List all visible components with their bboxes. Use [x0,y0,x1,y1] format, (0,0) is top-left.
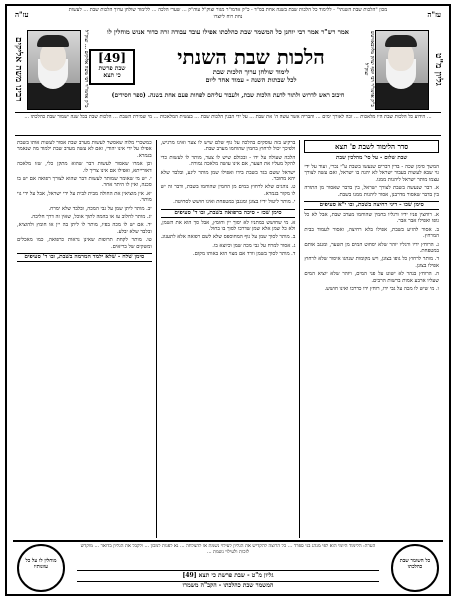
footer-note: הערה: הלימוד היומי הוא לפי מנהג בני ספרד ... כל הרוצה להקדיש את הגליון לעילוי נשמת או להצלחה ... נא לפנות למכון ... ולקבל את הגליון בדואר ... מוקדש לזכות ולעילוי נשמת ... [80,544,376,555]
paragraph: ו. מי שיש לו מכה על גבי ידו, רוחץ ידו כדרכו ואינו חושש. [324,286,439,293]
rabbi-portrait-right [375,30,429,110]
masthead [135,46,367,84]
column-subheading: שבת שלום - על סי' מהלכין שבת [335,155,408,161]
ezra-left: עז"ה [15,10,29,19]
seal-right: כל השומר שבת כהלכתו [391,544,439,592]
paragraph: ברקיע בזה עוסקים בהלכה על גוף שלם שיש לו צער ואינו מרגיש, ולפיכך יכול לרחוץ בחמין שהוחמו מערב שבת. [160,140,296,153]
paragraph: ד. מותר לסוך בשמן וורד אם מצוי הוא באותו מקום. [192,251,296,258]
paragraph: הלכה שעולה על ידו - ובכולם שיש לו צער, מותר לו לעשות כדי להקל מעליו את הצער, אם אינו עושה מלאכה גמורה. [160,154,296,168]
content-columns [13,140,443,538]
paragraph: י. יש מי שאומר שמותר לעשות דבר שהוא לצורך רפואה אם יש בו סכנה, ואין לו היתר אחר. [16,176,152,189]
paragraph: ג. אסור למרח על גבי מכה שמן וכיוצא בו. [212,242,296,249]
tagline: חיבוב ראש לדרוש ולתור לדעת הלכות שבת, ולעבור עליהם לפחות פעם אחת בשנה. (ספר חסידים) [111,92,345,99]
page-title: הלכות שבת השנתי [177,45,325,69]
paragraph: יא. אין מוציאין את החולה מבית לבית על ידי ישראל, אבל על ידי גוי מותר. [16,190,152,204]
paragraph: א. דבר שנעשה בשבת לצורך ישראל, בין בדבר שאסור מן התורה בין בדבר שאסור מדרבנן, אסור ליהנות ממנו בשבת. [304,185,439,198]
issue-parasha-label: שבת פרשת [98,65,126,72]
left-vertical-title: רבינו משה אליקים [13,36,23,102]
column-left [13,140,156,538]
paragraph: טו. מותר לקחת תרופות שאינן נראות כרפואה, כמו מאכלים ומשקים של בריאים. [16,237,152,250]
paragraph: יג. מותר לחלוב עז או בהמה לתוך אוכל, שאין זה דרך חליבה. [30,214,152,221]
ezra-right: עז"ה [427,10,441,19]
footer [13,540,443,596]
issue-parasha: כי תצא [103,72,121,79]
right-vertical-caption: כ"ק אדמו"ר רבי יוסף יצחק מליובאוויטש זצוק"ל [363,31,375,107]
paragraph: ב. מותר לסוך שמן על גוף המחוספס שלא לשם רפואה אלא לתענוג. [160,234,296,241]
footer-bottom-line: המשמר שבת כהלכתו - הקב"ה משמרו [182,582,274,589]
paragraph: ב. אסור להזיע בשבת, אפילו בלא רחיצה, ואסור לעמוד בבית המרחץ. [304,226,439,240]
paragraph: א. מי שחושש במתניו לא יסוך יין וחומץ, אבל סך הוא את השמן, ולא כל שמן אלא שמן שדרכו לסוך בו בחול. [160,219,296,233]
paragraph: יב. מותר ליתן שמן על גבי המכה, ובלבד שלא ימרח. [48,205,152,212]
column-middle [156,140,300,538]
page-subtitle: לימוד שולחן ערוך הלכות שבת [212,68,290,76]
paragraph: כמשכרי מלוה שאסשר לעשות מערב שבת אסור לעשות אותו בשבת אפילו על ידי אינו יהודי, ואם לא עשה מערב שבת ילמוד מה שנאמר בגמרא. [16,140,152,159]
intro-banner: ... הידוע כל הלכות שבת היו מלאכות ... זכה לאורך ימים ... והבריה אשר עשה ה' את שבת ... על ידי הבנין הלכות שבת ... בעשית המלאכות ... מי שמירת השבת ... הלכות שבת בכל שנה ישמור שבת כהלכתו ... [15,112,441,136]
section-heading: סימן שכז - סיכה ברפואה בשבת, ובו ד' סעיפים [161,209,296,218]
paragraph: ט. נוהגים שלא לרחוץ במים מן החמין שהוחמו בשבת, ודבר זה יש לו מקור בגמרא. [160,184,296,197]
seal-left: מוחלין לו על כל עוונותיו [17,544,65,592]
column-heading: סדר הלימוד לשבת פ' תצא [304,140,439,153]
page-subtitle-2: לכל שבתות השנה - עמוד אחד ליום [205,76,297,84]
rabbi-portrait-left [27,30,81,110]
issue-box [89,49,135,85]
paragraph: י. מותר ליטול ידיו בצונן ומנגבן במטפחת ואינו חושש לסחיטה. [173,199,296,206]
footer-issue-bar: גליון מ"ט - שבת פרשת כי תצא [49] [77,570,379,582]
section-heading: סימן שכו - דיני רחיצה בשבת, ובו י"א סעיפים [304,201,439,210]
paragraph: ישראל ששם בגד בשבת בידו ואפילו שמן מותר ליגע, ובלבד שלא יהא מחובר. [160,169,296,183]
paragraph: המשך סימן שכה - בדין דברים שנעשו בשבת ע"י נכרי, ועוד על ידי גוי שבא לעשות בעבור ישראל לא יהנה בו ישראל, ואם עשה לצורך עצמו מותר ישראל ליהנות ממנו. [304,164,439,183]
section-heading: סימן שלח - שלא ילמד המרמה בשבת, ובו ד' סעיפים [17,253,152,262]
paragraph: א. רוחצין פניו ידיו ורגליו בחמין שהוחמו מערב שבת, אבל לא כל גופו ואפילו אבר אבר. [304,212,439,225]
paragraph: וכן אמרו שאסור לעשות דבר שהוא מתקן כלי, שזו מלאכה דאורייתא, ואפילו אם אינו צריך לו. [16,161,152,174]
column-right [299,140,443,538]
paragraph: ג. הרוחץ ידיו ורגליו יזהר שלא יסחוט המים מן השער, ומנגב אותם במטפחת. [304,241,439,255]
issue-number: [49] [97,51,127,65]
right-vertical-title: גליון מ"ט [433,52,443,86]
paragraph: יד. אם יש לו מכה בפיו, מותר לו ליתן בה יין או חומץ ולהוציא, ובלבד שלא יבלע. [16,222,152,235]
top-quote: אמר רש"ר אמר רבי יוחנן כל המשמר שבת כהלכתו אפילו עובד עבודה זרה כדור אנוש מוחלין לו [107,28,349,36]
paragraph: ה. הרוחץ בנהר לא ישוט על פני המים, ויזהר שלא יוציא המים שעליו ארבע אמות ברשות הרבים. [304,271,439,284]
newsletter-page [5,4,451,596]
header-small-text: מכון "הלכות שבת השנתי" - ללימוד כל הלכות שבת בשנה אחת בס"ד - כ"ק אדמו"ר מגור זצוק"ל עוה"ק ... שערי הלכה ... ללימוד שולחן ערוך הלכות שבת ... לעשות נחת רוח ליוצרו [68,7,388,20]
left-vertical-caption: כ"ק אדמו"ר רבי משה אליקים ... זצוק"ל [83,30,89,108]
paragraph: ד. מותר לרחוץ כל גופו בצונן, ויש מקומות שנהגו איסור שלא לרחוץ אפילו בצונן. [304,256,439,269]
